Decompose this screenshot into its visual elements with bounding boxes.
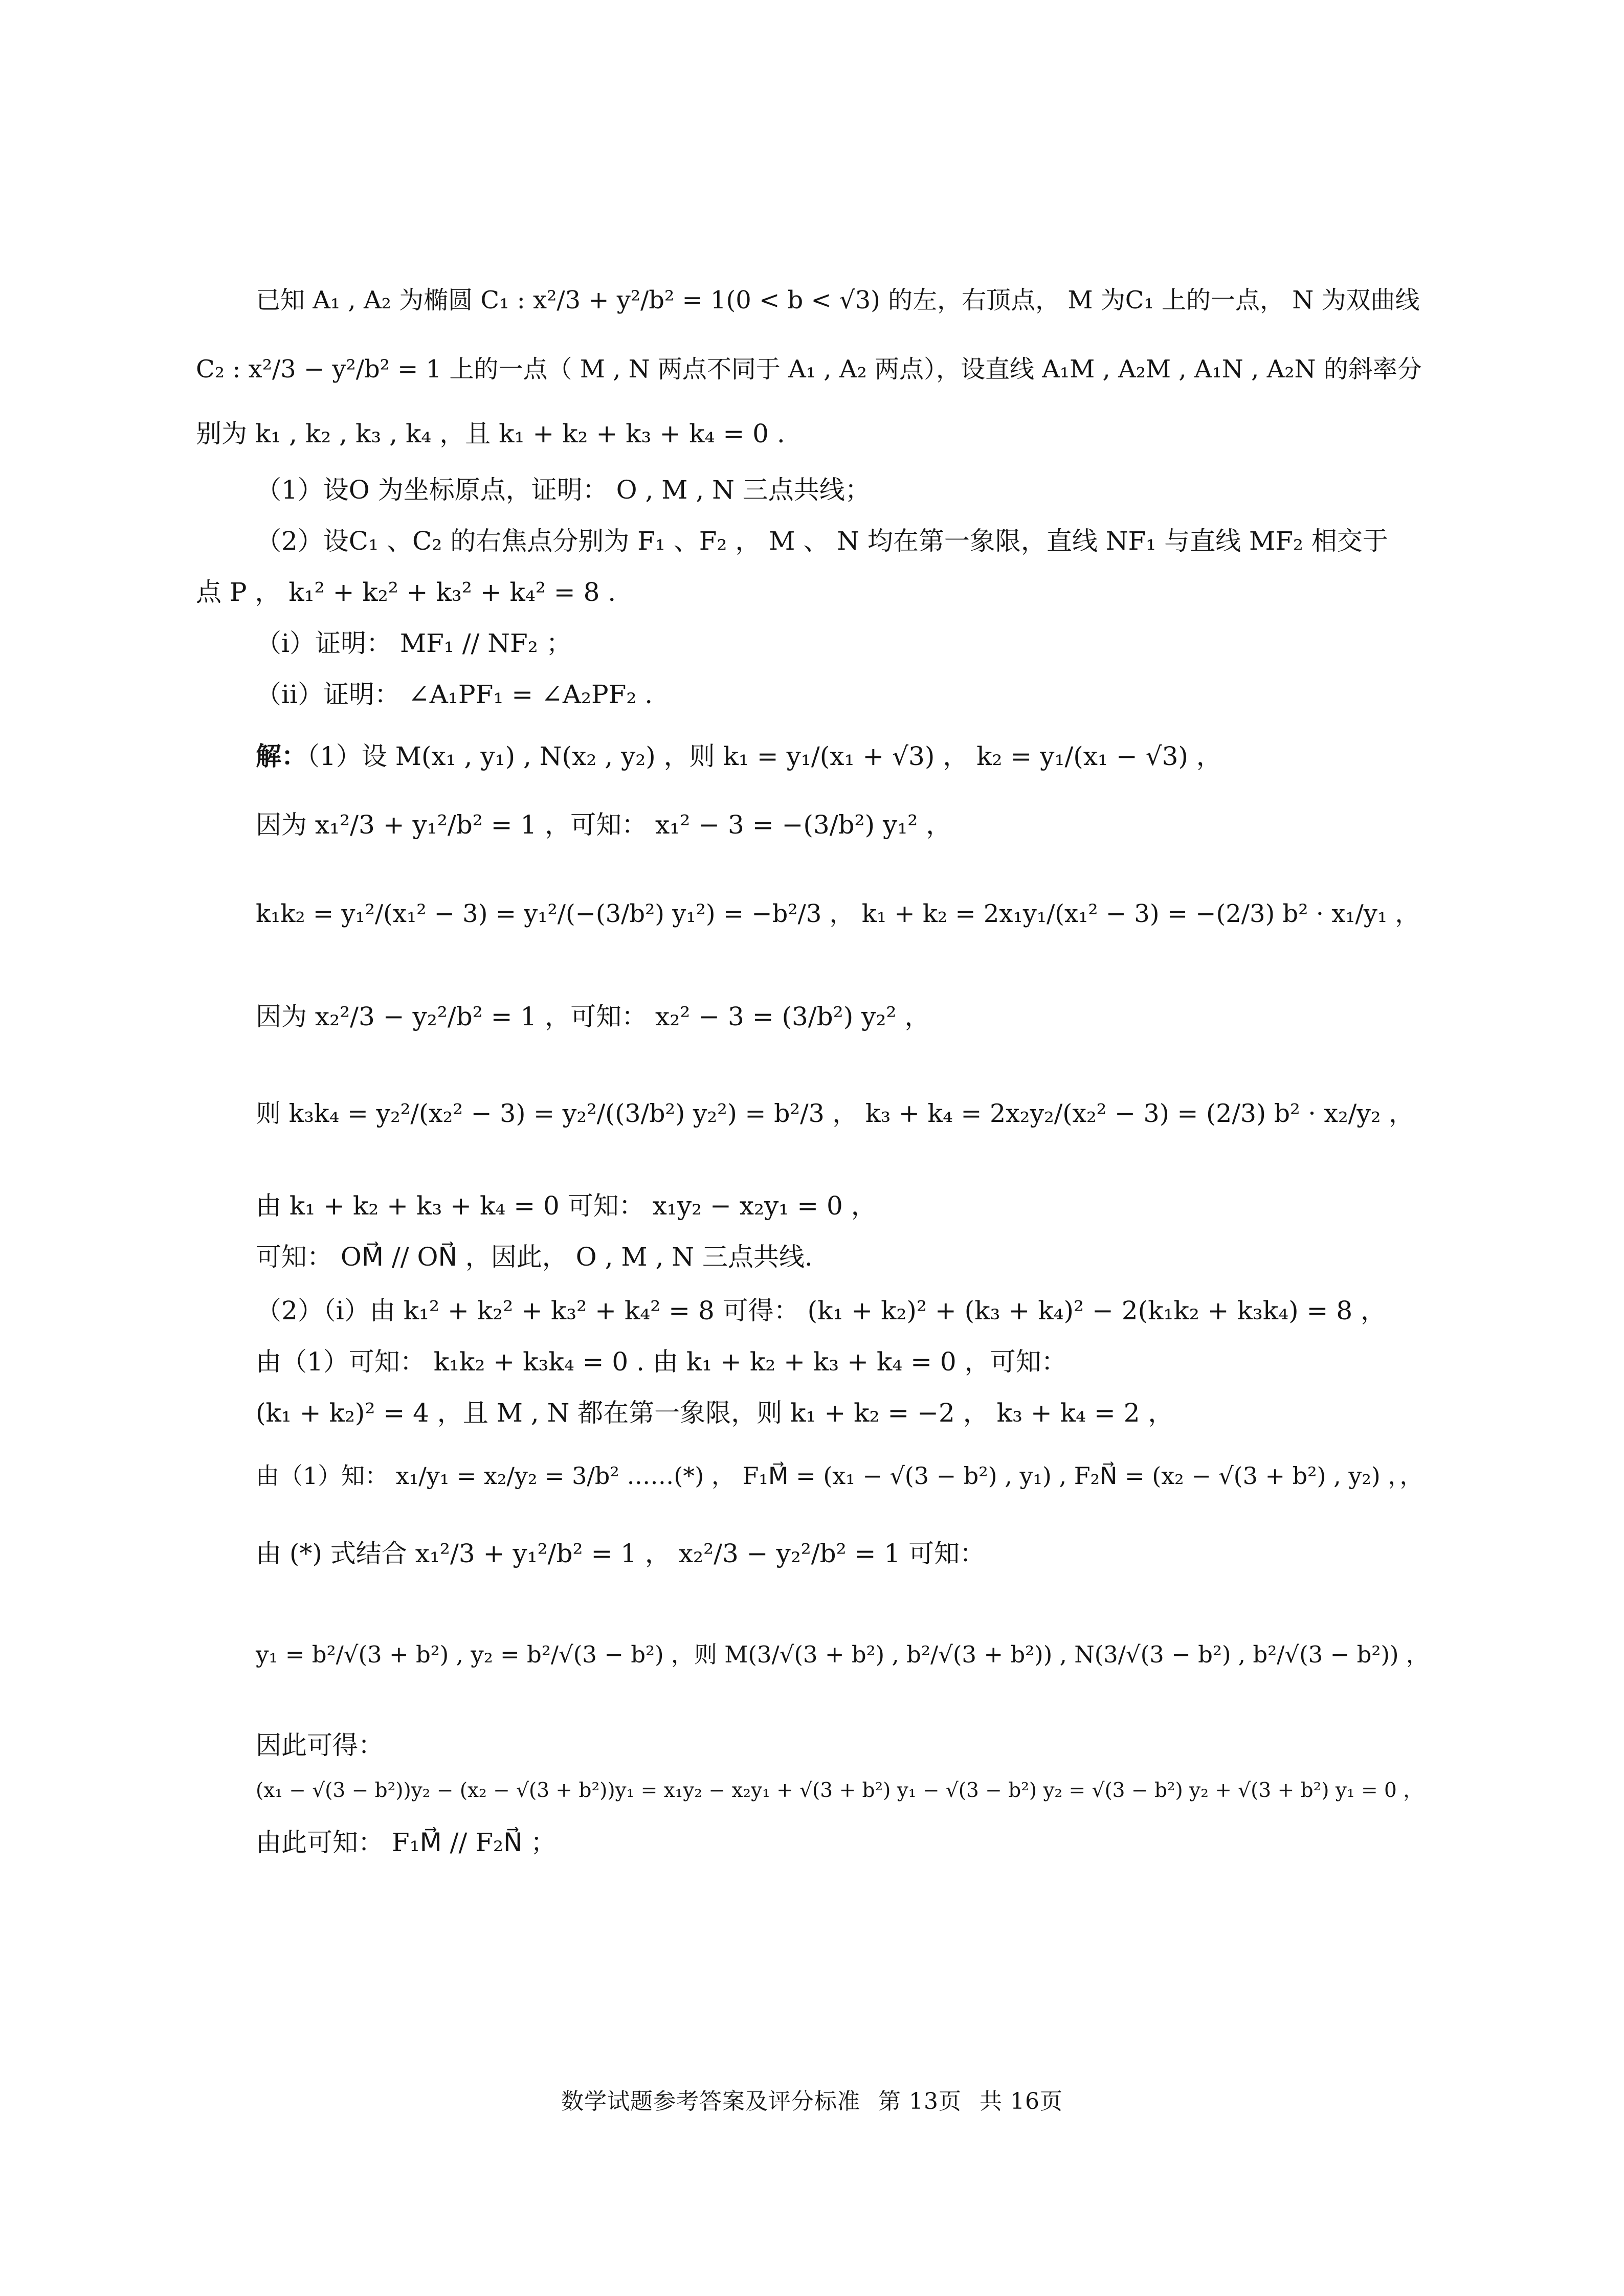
solution-line-7: 可知： OM⃗ // ON⃗ ，因此， O , M , N 三点共线. bbox=[256, 1242, 813, 1272]
page-footer bbox=[0, 2083, 1624, 2115]
solution-line-10: (k₁ + k₂)² = 4 ，且 M , N 都在第一象限，则 k₁ + k₂ = −2 ， k₃ + k₄ = 2 ， bbox=[256, 1398, 1174, 1428]
solution-line-1-text: （1）设 M(x₁ , y₁) , N(x₂ , y₂) ，则 k₁ = y₁/(x₁ + √3) ， k₂ = y₁/(x₁ − √3) ， bbox=[307, 741, 1222, 771]
footer-page-number: 第 13页 bbox=[878, 2088, 962, 2114]
problem-part-2-line-2: 点 P ， k₁² + k₂² + k₃² + k₄² = 8 . bbox=[196, 577, 616, 607]
solution-line-11: 由（1）知： x₁/y₁ = x₂/y₂ = 3/b² ……(*) ， F₁M⃗ = (x₁ − √(3 − b²) , y₁) , F₂N⃗ = (x₂ − √(3 + b²) , y₂) ，， bbox=[256, 1462, 1423, 1490]
solution-line-3: k₁k₂ = y₁²/(x₁² − 3) = y₁²/(−(3/b²) y₁²) = −b²/3 ， k₁ + k₂ = 2x₁y₁/(x₁² − 3) = −(2/3) b² · x₁/y₁ ， bbox=[256, 899, 1420, 928]
solution-line-16: 由此可知： F₁M⃗ // F₂N⃗ ； bbox=[256, 1828, 557, 1857]
solution-line-14: 因此可得： bbox=[256, 1730, 384, 1760]
problem-part-1: （1）设O 为坐标原点，证明： O , M , N 三点共线； bbox=[256, 475, 871, 505]
footer-total-pages: 共 16页 bbox=[980, 2088, 1063, 2114]
problem-stem-line-1: 已知 A₁ , A₂ 为椭圆 C₁ : x²/3 + y²/b² = 1(0 < b < √3) 的左，右顶点， M 为C₁ 上的一点， N 为双曲线 bbox=[256, 286, 1420, 314]
solution-line-5: 则 k₃k₄ = y₂²/(x₂² − 3) = y₂²/((3/b²) y₂²) = b²/3 ， k₃ + k₄ = 2x₂y₂/(x₂² − 3) = (2/3) b² · x₂/y₂ ， bbox=[256, 1099, 1414, 1128]
problem-part-2-line-1: （2）设C₁ 、C₂ 的右焦点分别为 F₁ 、F₂ ， M 、 N 均在第一象限，直线 NF₁ 与直线 MF₂ 相交于 bbox=[256, 526, 1388, 556]
footer-title: 数学试题参考答案及评分标准 bbox=[561, 2088, 861, 2114]
solution-line-6: 由 k₁ + k₂ + k₃ + k₄ = 0 可知： x₁y₂ − x₂y₁ = 0 ， bbox=[256, 1191, 877, 1221]
problem-sub-i: （i）证明： MF₁ // NF₂ ； bbox=[256, 628, 572, 658]
solution-line-2: 因为 x₁²/3 + y₁²/b² = 1 ，可知： x₁² − 3 = −(3/b²) y₁² ， bbox=[256, 810, 952, 840]
solution-line-9: 由（1）可知： k₁k₂ + k₃k₄ = 0 . 由 k₁ + k₂ + k₃ + k₄ = 0 ，可知： bbox=[256, 1347, 1067, 1377]
solution-line-8: （2）（i）由 k₁² + k₂² + k₃² + k₄² = 8 可得： (k₁ + k₂)² + (k₃ + k₄)² − 2(k₁k₂ + k₃k₄) = 8 ， bbox=[256, 1296, 1387, 1325]
problem-stem-line-2: C₂ : x²/3 − y²/b² = 1 上的一点（ M , N 两点不同于 A₁ , A₂ 两点），设直线 A₁M , A₂M , A₁N , A₂N 的斜率分 bbox=[196, 355, 1422, 384]
problem-sub-ii: （ii）证明： ∠A₁PF₁ = ∠A₂PF₂ . bbox=[256, 680, 653, 709]
solution-label: 解： bbox=[256, 741, 307, 771]
solution-line-15: (x₁ − √(3 − b²))y₂ − (x₂ − √(3 + b²))y₁ = x₁y₂ − x₂y₁ + √(3 + b²) y₁ − √(3 − b²) y₂ = √(3 − b²) y₂ + √(3 + b²) y₁ = 0 ， bbox=[256, 1779, 1423, 1802]
problem-stem-line-3: 别为 k₁ , k₂ , k₃ , k₄ ，且 k₁ + k₂ + k₃ + k₄ = 0 . bbox=[196, 419, 785, 448]
solution-line-4: 因为 x₂²/3 − y₂²/b² = 1 ，可知： x₂² − 3 = (3/b²) y₂² ， bbox=[256, 1002, 930, 1031]
solution-line-12: 由 (*) 式结合 x₁²/3 + y₁²/b² = 1 ， x₂²/3 − y₂²/b² = 1 可知： bbox=[256, 1539, 986, 1568]
solution-line-1 bbox=[256, 741, 1430, 772]
solution-line-13: y₁ = b²/√(3 + b²) , y₂ = b²/√(3 − b²) ，则 M(3/√(3 + b²) , b²/√(3 + b²)) , N(3/√(3 − b²) , b²/√(3 − b²)) ， bbox=[256, 1641, 1429, 1668]
